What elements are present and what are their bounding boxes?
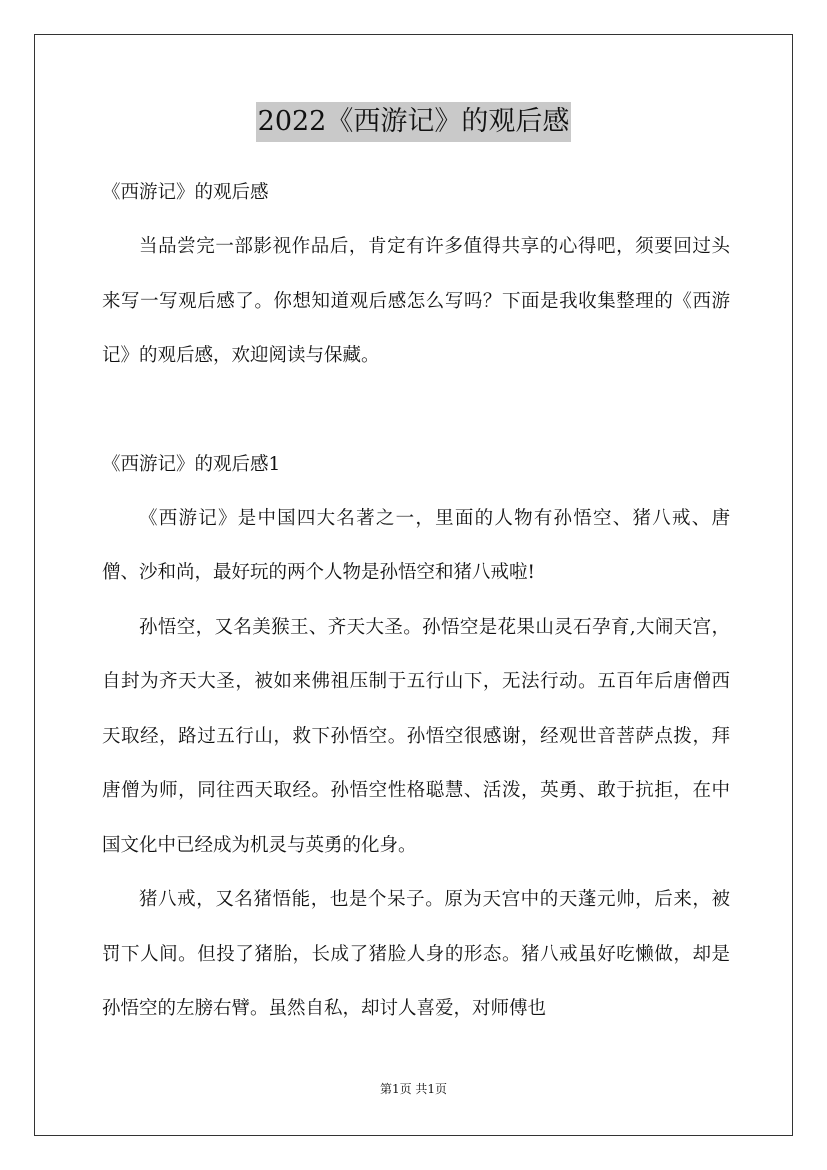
title-wrap	[0, 102, 827, 142]
paragraph: 当品尝完一部影视作品后，肯定有许多值得共享的心得吧，须要回过头来写一写观后感了。你想知道观后感怎么写吗？下面是我收集整理的《西游记》的观后感，欢迎阅读与保藏。	[102, 236, 730, 366]
section-heading: 《西游记》的观后感	[102, 182, 269, 203]
section-heading: 《西游记》的观后感1	[102, 453, 281, 475]
paragraph: 《西游记》是中国四大名著之一，里面的人物有孙悟空、猪八戒、唐僧、沙和尚，最好玩的两个人物是孙悟空和猪八戒啦!	[102, 507, 730, 583]
paragraph: 孙悟空，又名美猴王、齐天大圣。孙悟空是花果山灵石孕育,大闹天宫，自封为齐天大圣，被如来佛祖压制于五行山下，无法行动。五百年后唐僧西天取经，路过五行山，救下孙悟空。孙悟空很感谢，经观世音菩萨点拨，拜唐僧为师，同往西天取经。孙悟空性格聪慧、活泼，英勇、敢于抗拒，在中国文化中已经成为机灵与英勇的化身。	[102, 616, 730, 856]
section-gap	[102, 384, 730, 438]
document-title: 2022《西游记》的观后感	[256, 102, 572, 142]
page-footer: 第1页 共1页	[379, 1082, 448, 1096]
paragraph: 猪八戒，又名猪悟能，也是个呆子。原为天宫中的天蓬元帅，后来，被罚下人间。但投了猪胎，长成了猪脸人身的形态。猪八戒虽好吃懒做，却是孙悟空的左膀右臂。虽然自私，却讨人喜爱，对师傅也	[102, 889, 730, 1019]
document-body	[102, 166, 730, 1037]
